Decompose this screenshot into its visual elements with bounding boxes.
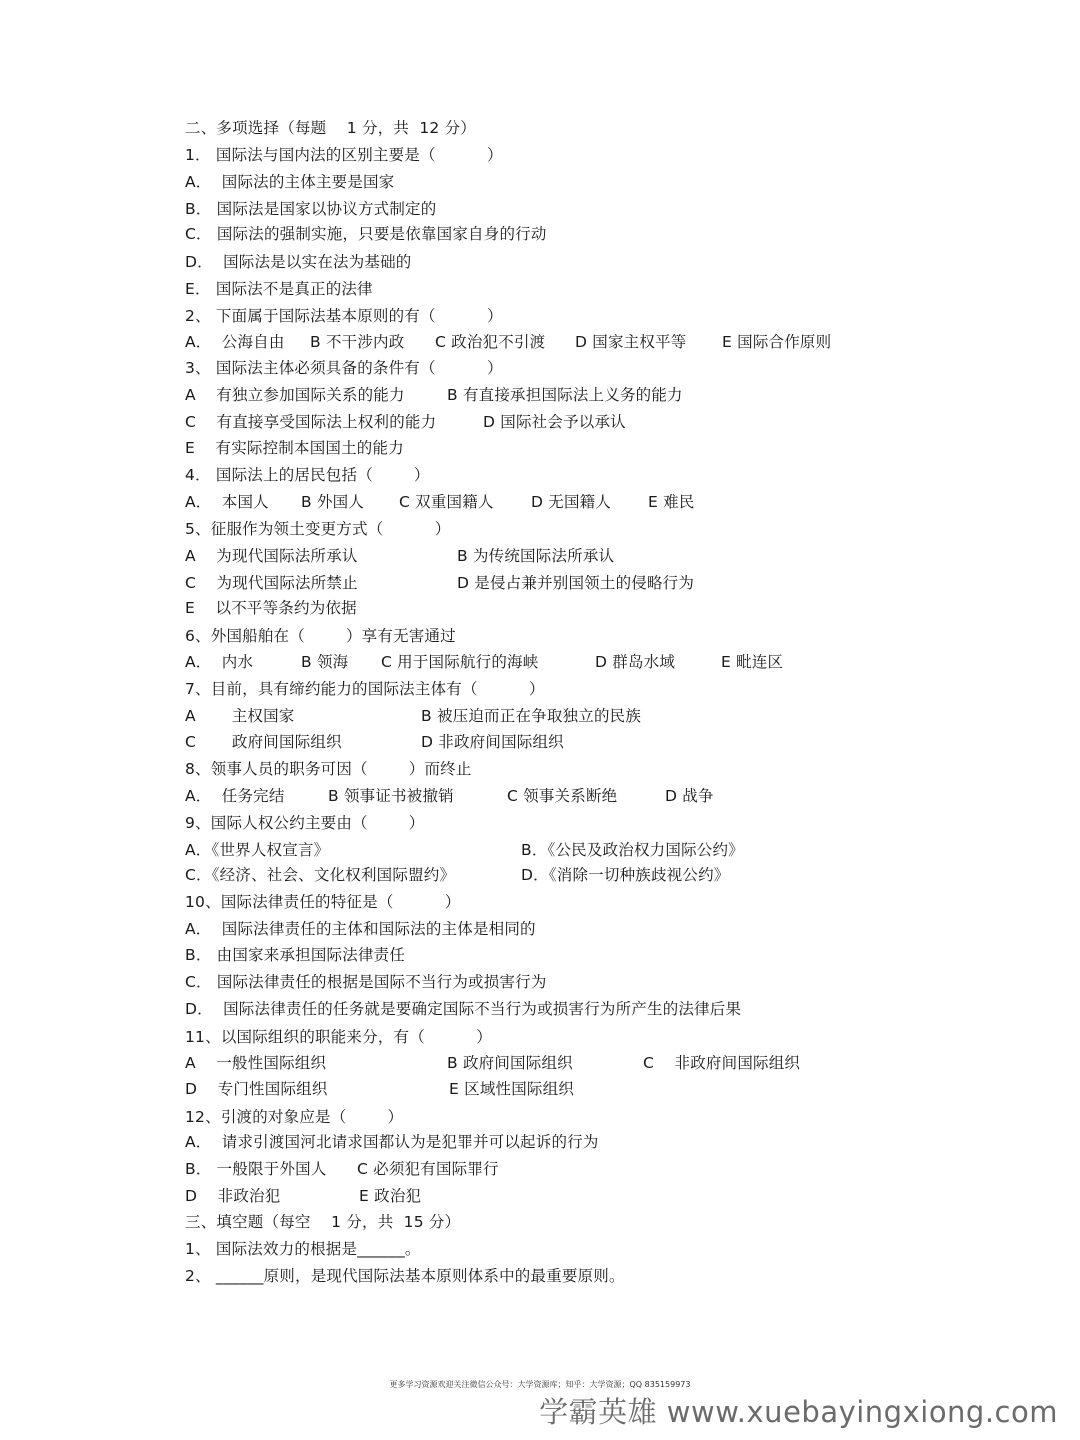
footer-note: 更多学习资源欢迎关注微信公众号：大学资源库；知乎：大学资源；QQ 835159973	[389, 1380, 691, 1389]
option-text: B 外国人	[301, 493, 365, 511]
option-text: B 不干涉内政	[310, 333, 405, 351]
line-text: C． 国际法的强制实施，只要是依靠国家自身的行动	[185, 225, 547, 243]
option-text: D 非政府间国际组织	[421, 733, 564, 751]
option-text: B． 一般限于外国人	[185, 1160, 327, 1178]
option-text: D 专门性国际组织	[185, 1080, 328, 1098]
line-text: 11、以国际组织的职能来分，有（ ）	[185, 1028, 492, 1046]
option-text: C 为现代国际法所禁止	[185, 574, 358, 592]
option-text: A 一般性国际组织	[185, 1054, 327, 1072]
line-text: E． 国际法不是真正的法律	[185, 280, 373, 298]
option-text: D 战争	[665, 787, 714, 805]
option-text: C 政府间国际组织	[185, 733, 342, 751]
option-text: D 群岛水域	[595, 653, 676, 671]
line-text: 8、领事人员的职务可因（ ）而终止	[185, 760, 472, 778]
line-text: 12、引渡的对象应是（ ）	[185, 1108, 404, 1126]
line-text: A． 国际法律责任的主体和国际法的主体是相同的	[185, 920, 536, 938]
line-text: 4． 国际法上的居民包括（ ）	[185, 466, 430, 484]
option-text: A 主权国家	[185, 707, 295, 725]
option-text: C 政治犯不引渡	[435, 333, 546, 351]
option-text: D 国际社会予以承认	[483, 413, 626, 431]
option-text: B 领海	[301, 653, 349, 671]
option-text: B 有直接承担国际法上义务的能力	[447, 386, 683, 404]
option-text: A．《世界人权宣言》	[185, 841, 330, 859]
option-text: D 国家主权平等	[575, 333, 687, 351]
option-text: B 领事证书被撤销	[328, 787, 454, 805]
line-text: 3、 国际法主体必须具备的条件有（ ）	[185, 359, 503, 377]
option-text: B 为传统国际法所承认	[457, 547, 615, 565]
line-text: E 有实际控制本国国土的能力	[185, 439, 404, 457]
option-text: C 非政府间国际组织	[643, 1054, 801, 1072]
option-text: D 无国籍人	[531, 493, 612, 511]
line-text: 三、填空题（每空 1 分，共 15 分）	[185, 1213, 461, 1231]
line-text: 1、 国际法效力的根据是______。	[185, 1240, 421, 1258]
line-text: A． 请求引渡国河北请求国都认为是犯罪并可以起诉的行为	[185, 1133, 599, 1151]
option-text: C 有直接享受国际法上权利的能力	[185, 413, 437, 431]
line-text: D． 国际法是以实在法为基础的	[185, 253, 412, 271]
option-text: D．《消除一切种族歧视公约》	[521, 866, 730, 884]
option-text: E 难民	[648, 493, 695, 511]
line-text: 6、外国船舶在（ ）享有无害通过	[185, 627, 456, 645]
line-text: A． 国际法的主体主要是国家	[185, 173, 395, 191]
option-text: E 毗连区	[721, 653, 784, 671]
option-text: A 为现代国际法所承认	[185, 547, 358, 565]
line-text: 2、 ______原则，是现代国际法基本原则体系中的最重要原则。	[185, 1267, 625, 1285]
line-text: D． 国际法律责任的任务就是要确定国际不当行为或损害行为所产生的法律后果	[185, 1000, 742, 1018]
option-text: A． 本国人	[185, 493, 269, 511]
line-text: 9、国际人权公约主要由（ ）	[185, 814, 425, 832]
option-text: E 政治犯	[359, 1187, 422, 1205]
option-text: A． 内水	[185, 653, 254, 671]
option-text: A 有独立参加国际关系的能力	[185, 386, 405, 404]
option-text: C 用于国际航行的海峡	[381, 653, 539, 671]
option-text: D 非政治犯	[185, 1187, 281, 1205]
option-text: C 领事关系断绝	[507, 787, 618, 805]
option-text: C 双重国籍人	[399, 493, 494, 511]
line-text: 10、国际法律责任的特征是（ ）	[185, 893, 461, 911]
option-text: C．《经济、社会、文化权利国际盟约》	[185, 866, 456, 884]
option-text: D 是侵占兼并别国领土的侵略行为	[457, 574, 695, 592]
line-text: 5、征服作为领土变更方式（ ）	[185, 520, 451, 538]
line-text: 二、多项选择（每题 1 分，共 12 分）	[185, 119, 477, 137]
line-text: E 以不平等条约为依据	[185, 599, 357, 617]
option-text: C 必须犯有国际罪行	[357, 1160, 499, 1178]
line-text: B． 由国家来承担国际法律责任	[185, 946, 406, 964]
line-text: B． 国际法是国家以协议方式制定的	[185, 200, 437, 218]
line-text: 7、目前，具有缔约能力的国际法主体有（ ）	[185, 680, 545, 698]
option-text: E 国际合作原则	[722, 333, 832, 351]
line-text: C． 国际法律责任的根据是国际不当行为或损害行为	[185, 973, 547, 991]
option-text: B 政府间国际组织	[447, 1054, 573, 1072]
option-text: A． 公海自由	[185, 333, 285, 351]
line-text: 2、 下面属于国际法基本原则的有（ ）	[185, 307, 503, 325]
option-text: A． 任务完结	[185, 787, 285, 805]
option-text: B．《公民及政治权力国际公约》	[521, 841, 744, 859]
site-watermark: 学霸英雄 www.xuebayingxiong.com	[539, 1395, 1058, 1429]
option-text: B 被压迫而正在争取独立的民族	[421, 707, 642, 725]
option-text: E 区域性国际组织	[449, 1080, 575, 1098]
line-text: 1． 国际法与国内法的区别主要是（ ）	[185, 146, 503, 164]
